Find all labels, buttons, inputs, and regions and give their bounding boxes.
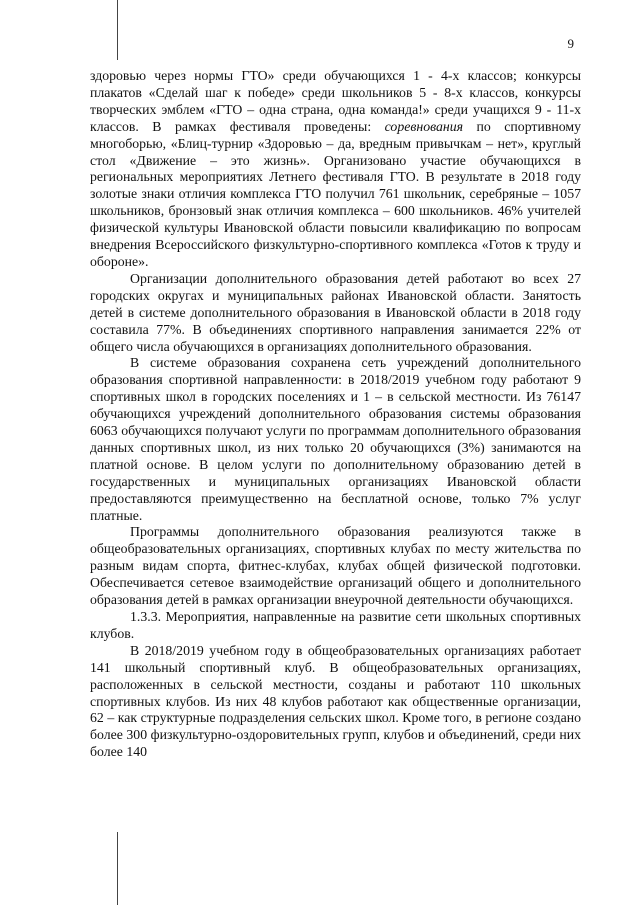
paragraph-school-clubs: В 2018/2019 учебном году в общеобразовательных организациях работает 141 школьный спортивный клуб. В общеобразовательных организациях, расположенных в сельской местности, созданы и работают 110 школьных спортивных клубов. Из них 48 клубов работают как общественные организации, 62 – как структурные подразделения сельских школ. Кроме того, в регионе создано более 300 физкультурно-оздоровительных групп, клубов и объединений, среди них более 140 (90, 642, 581, 760)
paragraph-gto-festival (90, 68, 581, 271)
page-number: 9 (567, 36, 574, 51)
scan-margin-line-bottom (117, 832, 118, 905)
scan-margin-line-top (117, 0, 118, 60)
paragraph-text: здоровью через нормы ГТО» среди обучающихся 1 - 4-х классов; конкурсы плакатов «Сделай шаг к победе» среди школьников 5 - 8-х классов, конкурсы творческих эмблем «ГТО – одна страна, одна команда!» среди учащихся 9 - 11-х классов. В рамках фестиваля проведены: (90, 68, 581, 134)
paragraph-text: по спортивному многоборью, «Блиц-турнир «Здоровью – да, вредным привычкам – нет», круглый стол «Движение – это жизнь». Организовано участие обучающихся в региональных мероприятиях Летнего фестиваля ГТО. В результате в 2018 году золотые знаки отличия комплекса ГТО получил 761 школьник, серебряные – 1057 школьников, бронзовый знак отличия комплекса – 600 школьников. 46% учителей физической культуры Ивановской области повысили квалификацию по вопросам внедрения Всероссийского физкультурно-спортивного комплекса «Готов к труду и обороне». (90, 118, 581, 269)
italic-word: соревнования (384, 118, 464, 134)
document-body (90, 68, 581, 761)
paragraph-additional-education: Организации дополнительного образования детей работают во всех 27 городских округах и муниципальных районах Ивановской области. Занятость детей в системе дополнительного образования в Ивановской области в 2018 году составила 77%. В объединениях спортивного направления занимается 22% от общего числа обучающихся в организациях дополнительного образования. (90, 270, 581, 354)
paragraph-sports-schools: В системе образования сохранена сеть учреждений дополнительного образования спортивной направленности: в 2018/2019 учебном году работают 9 спортивных школ в городских поселениях и 1 – в сельской местности. Из 76147 обучающихся учреждений дополнительного образования системы образования 6063 обучающихся получают услуги по программам дополнительного образования данных спортивных школ, из них только 20 обучающихся (3%) занимаются на платной основе. В целом услуги по дополнительному образованию детей в государственных и муниципальных организациях Ивановской области предоставляются преимущественно на бесплатной основе, только 7% услуг платные. (90, 355, 581, 523)
paragraph-programs: Программы дополнительного образования реализуются также в общеобразовательных организациях, спортивных клубах по месту жительства по разным видам спорта, фитнес-клубах, клубах общей физической подготовки. Обеспечивается сетевое взаимодействие организаций общего и дополнительного образования детей в рамках организации внеурочной деятельности обучающихся. (90, 524, 581, 608)
section-heading: 1.3.3. Мероприятия, направленные на развитие сети школьных спортивных клубов. (90, 609, 581, 641)
